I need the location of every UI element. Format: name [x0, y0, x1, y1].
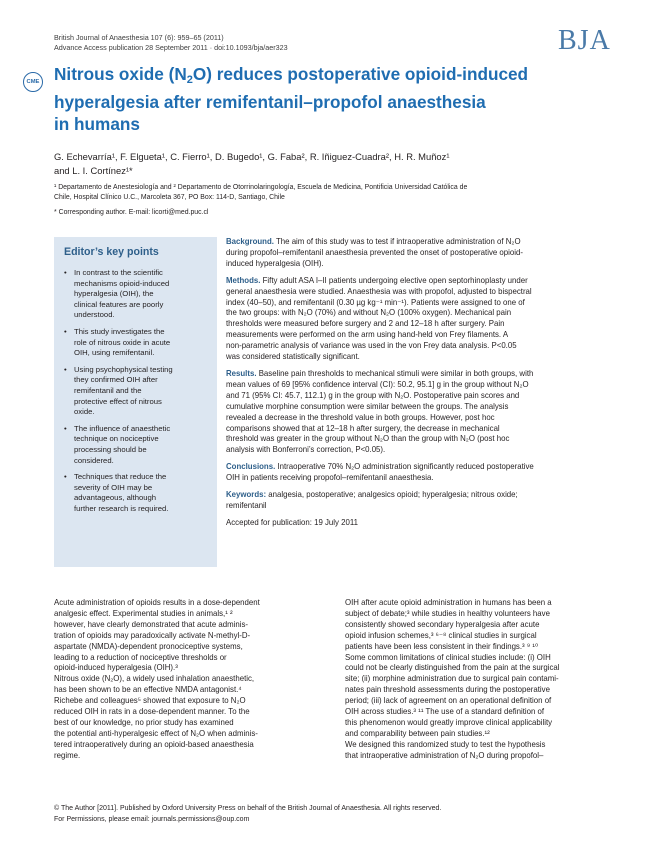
abstract-section-label: Keywords:: [226, 490, 267, 500]
abstract-section-label: Background.: [226, 237, 274, 246]
body-text-line: aspartate (NMDA)-dependent pronociceptive systems,: [54, 641, 243, 651]
abstract-section-label: Methods.: [226, 275, 261, 285]
key-point-line: protective effect of nitrous: [74, 396, 162, 406]
body-text-line: could not be clearly distinguished from the pain at the surgical: [345, 663, 560, 673]
body-text-line: We designed this randomized study to test the hypothesis: [345, 739, 546, 749]
key-points-title: Editor’s key points: [64, 246, 159, 258]
abstract-line: mean values of 69 [95% confidence interval (CI): 50.2, 95.1] g in the group without N₂O: [226, 379, 529, 389]
body-text-line: opioid infusion schemes,³ ⁶⁻⁸ clinical studies in surgical: [345, 630, 537, 640]
key-point-item: [64, 327, 207, 359]
body-text-line: nates pain threshold assessments during the postoperative: [345, 685, 550, 695]
key-point-line: further research is required.: [74, 503, 169, 513]
body-text-line: Acute administration of opioids results in a dose-dependent: [54, 598, 260, 607]
abstract-line: induced hyperalgesia (OIH).: [226, 258, 324, 268]
key-point-line: processing should be: [74, 444, 147, 454]
abstract-section-label: Conclusions.: [226, 462, 276, 472]
key-point-line: understood.: [74, 310, 115, 320]
abstract-line: was considered statistically significant.: [226, 352, 360, 362]
copyright-footer: © The Author [2011]. Published by Oxford University Press on behalf of the British Journal of Anaesthesia. All rights reserved. For Permissions, please email: journals.permissions@oup.com: [54, 805, 442, 823]
key-point-line: • Using psychophysical testing: [74, 364, 173, 374]
corresponding-author: * Corresponding author. E-mail: licorti@med.puc.cl: [54, 209, 209, 216]
body-text-line: leading to a reduction of nociceptive thresholds or: [54, 652, 227, 662]
abstract-line: threshold was greater in the group without N₂O than the group with N₂O (post hoc: [226, 434, 510, 444]
abstract-conclusions: [226, 462, 606, 484]
abstract-line: cumulative morphine consumption were similar between the groups. The analysis: [226, 401, 509, 411]
body-text-line: subject of debate;³ while studies in healthy volunteers have: [345, 608, 550, 618]
accepted-date: Accepted for publication: 19 July 2011: [226, 517, 358, 527]
body-text-line: reduced OIH in rats in a dose-dependent manner. To the: [54, 707, 250, 717]
body-text-line: tered intraoperatively during an opioid-based anaesthesia: [54, 739, 254, 749]
author-list: G. Echevarría¹, F. Elgueta¹, C. Fierro¹, D. Bugedo¹, G. Faba², R. Iñiguez-Cuadra², H. R. Muñoz¹ and L. I. Cortínez¹*: [54, 151, 450, 176]
abstract-line: thresholds were measured before surgery and 2 and 12–18 h after surgery. Pain: [226, 319, 505, 329]
key-point-line: severity of OIH may be: [74, 482, 153, 492]
body-text-line: the potential anti-hyperalgesic effect of N₂O when adminis-: [54, 728, 258, 738]
body-text-line: Nitrous oxide (N₂O), a widely used inhalation anaesthetic,: [54, 674, 255, 684]
key-point-line: remifentanil and the: [74, 385, 142, 395]
body-text-line: that intraoperative administration of N₂O during propofol–: [345, 750, 544, 760]
abstract-line: Results. Baseline pain thresholds to mechanical stimuli were similar in both groups, with: [226, 368, 534, 378]
key-point-line: oxide.: [74, 407, 95, 417]
abstract-line: comparisons showed that at 12–18 h after surgery, the decrease in mechanical: [226, 423, 500, 433]
key-point-line: they confirmed OIH after: [74, 375, 158, 385]
body-text-line: and comparability between pain studies.¹²: [345, 728, 490, 738]
abstract-results: [226, 369, 606, 456]
body-text-line: has been shown to be an effective NMDA antagonist.⁴: [54, 685, 242, 695]
key-point-item: [64, 472, 207, 514]
abstract-line: index (40–50), and remifentanil (0.30 µg kg⁻¹ min⁻¹). Patients were assigned to one of: [226, 297, 525, 307]
body-text-line: OIH after acute opioid administration in humans has been a: [345, 598, 552, 607]
journal-logo: BJA: [558, 25, 611, 56]
key-point-line: clinical features are poorly: [74, 299, 164, 309]
body-text-line: period; (iii) lack of agreement on an operational definition of: [345, 696, 552, 706]
key-point-line: • Techniques that reduce the: [74, 472, 167, 482]
journal-citation: British Journal of Anaesthesia 107 (6): 959–65 (2011): [54, 33, 224, 42]
abstract-line: Keywords: analgesia, postoperative; analgesics opioid; hyperalgesia; nitrous oxide;: [226, 490, 518, 500]
advance-access-line: Advance Access publication 28 September 2011 · doi:10.1093/bja/aer323: [54, 43, 288, 52]
body-text-line: this phenomenon would greatly improve clinical applicability: [345, 717, 553, 727]
body-text-line: site; (ii) morphine administration due to surgical pain contami-: [345, 674, 559, 684]
key-point-line: hyperalgesia (OIH), the: [74, 289, 154, 299]
abstract-line: and 71 (95% CI: 45.7, 112.1) g in the group with N₂O. Postoperative pain scores and: [226, 390, 520, 400]
cme-badge-icon: CME: [23, 72, 43, 92]
body-column-right: [345, 598, 607, 762]
abstract-line: Methods. Fifty adult ASA I–II patients undergoing elective open septorhinoplasty under: [226, 275, 528, 285]
abstract-line: OIH in patients receiving propofol–remifentanil anaesthesia.: [226, 473, 434, 483]
key-point-line: considered.: [74, 455, 114, 465]
key-point-line: role of nitrous oxide in acute: [74, 337, 171, 347]
article-title: Nitrous oxide $(N_2O)$ reduces postoperative opioid-induced hyperalgesia after remifentanil–propofol anaesthesia in humans: [54, 64, 529, 134]
abstract-line: non-parametric analysis of variance was used in the von Frey data analysis. P<0.05: [226, 341, 517, 351]
key-point-line: • This study investigates the: [74, 326, 165, 336]
body-text-line: however, have clearly demonstrated that acute adminis-: [54, 619, 249, 629]
abstract-line: revealed a decrease in the threshold value in both groups. However, post hoc: [226, 412, 495, 422]
key-point-line: technique on nociceptive: [74, 434, 159, 444]
body-text-line: tration of opioids may paradoxically activate N-methyl-D-: [54, 630, 251, 640]
body-text-line: analgesic effect. Experimental studies in animals,¹ ²: [54, 608, 233, 618]
editors-key-points-box: [54, 237, 217, 567]
key-point-line: OIH, using remifentanil.: [74, 348, 155, 358]
key-point-line: advantageous, although: [74, 493, 157, 503]
key-point-item: [64, 424, 207, 466]
abstract-keywords: [226, 490, 606, 512]
body-text-line: best of our knowledge, no prior study has examined: [54, 717, 234, 727]
body-text-line: regime.: [54, 750, 81, 760]
body-text-line: OIH across studies.³ ¹¹ The use of a standard definition of: [345, 707, 545, 717]
abstract-line: remifentanil: [226, 500, 267, 510]
key-point-line: • The influence of anaesthetic: [74, 423, 171, 433]
abstract-line: during propofol–remifentanil anaesthesia prevented the onset of postoperative opioid-: [226, 247, 523, 257]
key-point-item: [64, 268, 207, 321]
body-text-line: Richebe and colleagues⁵ showed that exposure to N₂O: [54, 696, 246, 706]
body-text-line: opioid-induced hyperalgesia (OIH).³: [54, 663, 178, 673]
abstract-line: Background. The aim of this study was to test if intraoperative administration of N₂O: [226, 237, 521, 246]
abstract-line: general anaesthesia were studied. Anaesthesia was with propofol, adjusted to bispectral: [226, 286, 532, 296]
abstract-line: analysis with Bonferroni’s correction, P<0.05).: [226, 445, 386, 455]
key-points-list: [64, 268, 207, 514]
key-point-line: • In contrast to the scientific: [74, 268, 163, 277]
abstract-methods: [226, 276, 606, 363]
abstract-line: measurements were performed on the arm using hand-held von Frey filaments. A: [226, 330, 509, 340]
body-column-left: [54, 598, 316, 762]
abstract-line: Conclusions. Intraoperative 70% N₂O administration significantly reduced postoperative: [226, 462, 534, 472]
abstract-section-label: Results.: [226, 368, 257, 378]
key-point-line: mechanisms opioid-induced: [74, 278, 170, 288]
key-point-item: [64, 365, 207, 418]
abstract-background: [226, 237, 606, 270]
abstract: [226, 237, 606, 529]
body-text-line: patients have been less consistent in their findings.³ ⁹ ¹⁰: [345, 641, 539, 651]
affiliations: ¹ Departamento de Anestesiología and ² Departamento de Otorrinolaringología, Escuela de Medicina, Pontificia Universidad Católica de Chile, Hospital Clínico U.C., Marcoleta 367, PO Box: 114-D, Santiago, Chile: [54, 184, 468, 202]
body-text-line: Some common limitations of clinical studies include: (i) OIH: [345, 652, 551, 662]
abstract-line: the two groups: with N₂O (70%) and without N₂O (100% oxygen). Mechanical pain: [226, 308, 512, 318]
body-text-line: consistently showed secondary hyperalgesia after acute: [345, 619, 540, 629]
